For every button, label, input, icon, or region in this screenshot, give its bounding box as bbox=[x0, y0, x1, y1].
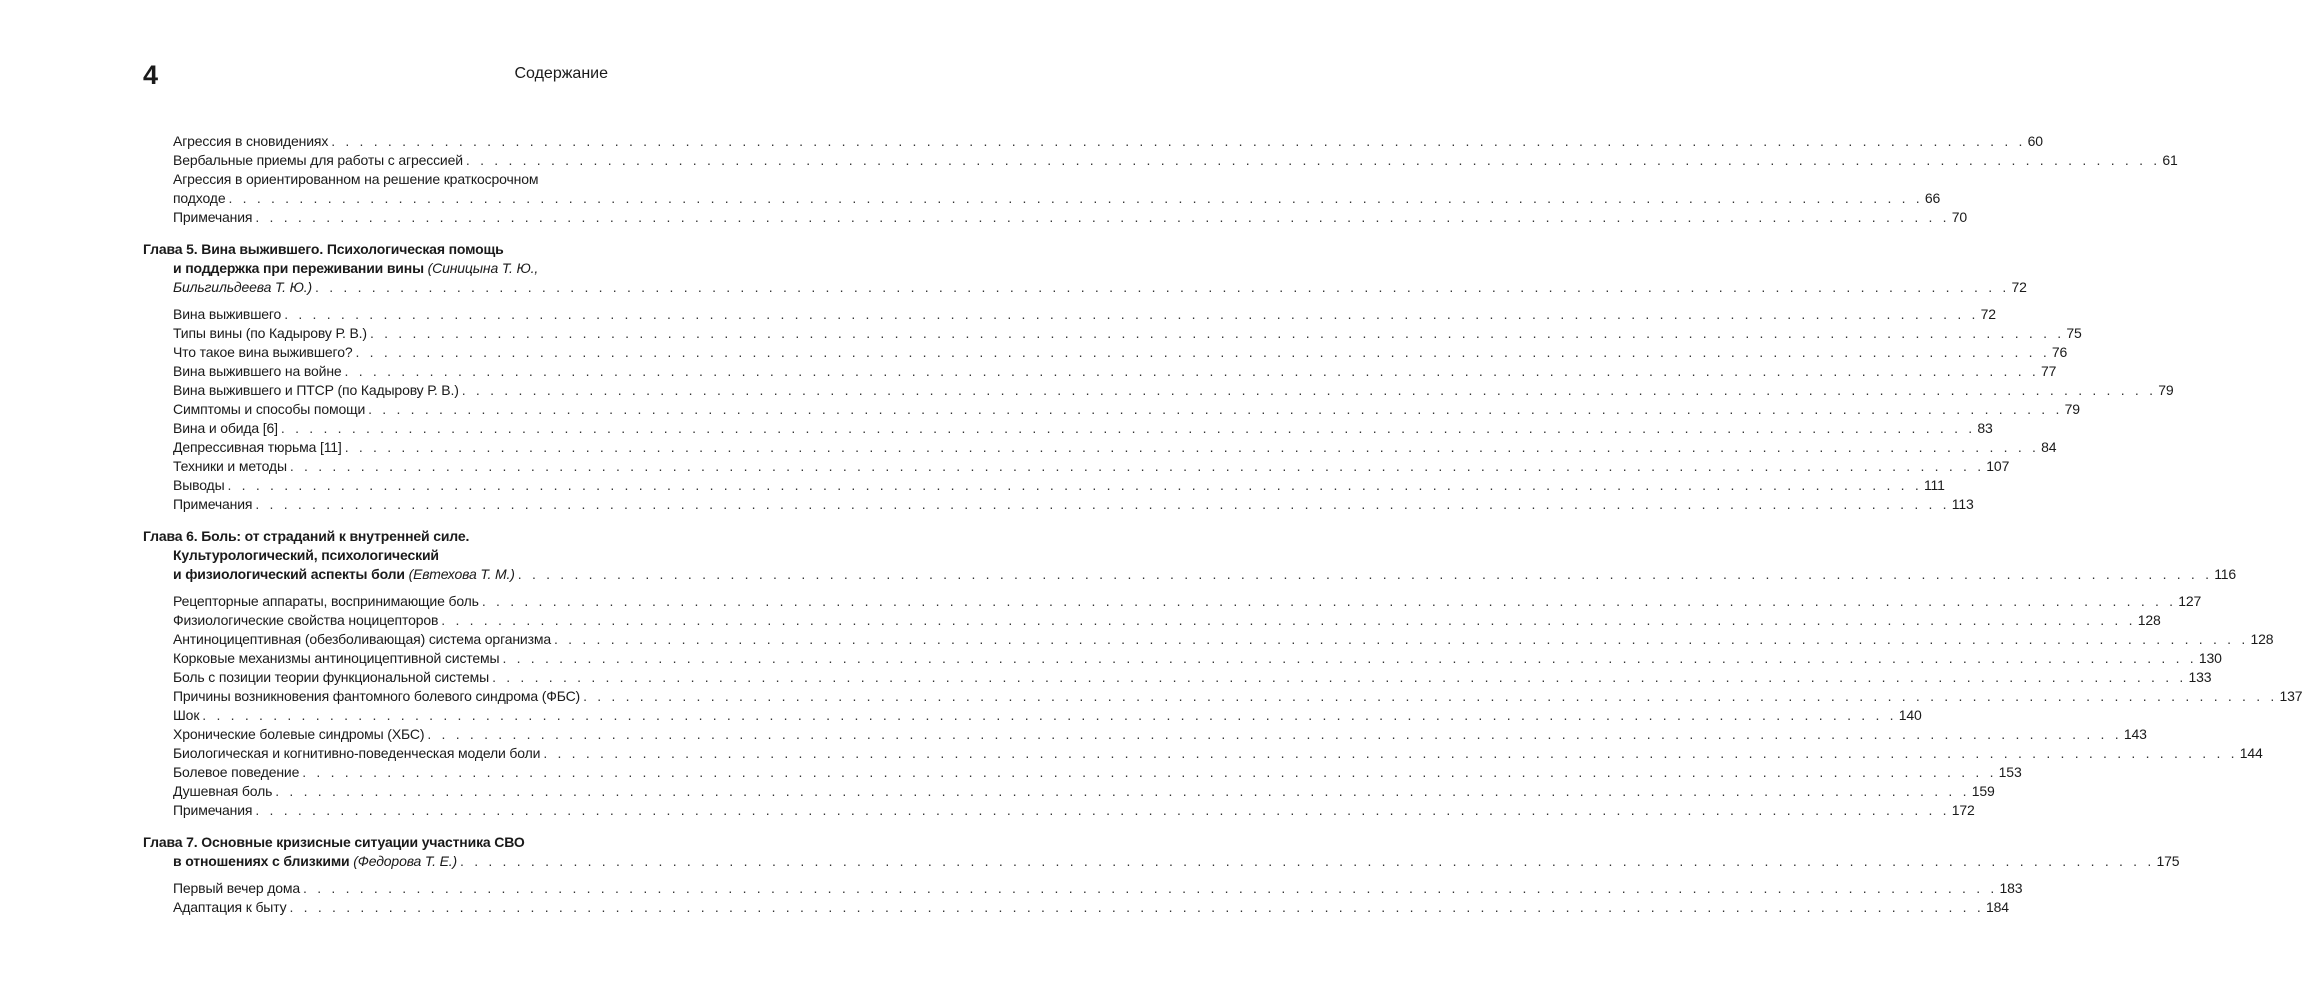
entry-title: Корковые механизмы антиноцицептивной системы bbox=[173, 650, 500, 666]
page-ref: 159 bbox=[1971, 783, 1995, 799]
toc-entry bbox=[143, 668, 2212, 687]
page-ref: 77 bbox=[2040, 363, 2057, 379]
page-ref: 107 bbox=[1986, 458, 2010, 474]
toc-line bbox=[143, 362, 2057, 381]
toc-entry bbox=[143, 649, 2222, 668]
dot-leader: . . . . . . . . . . . . . . . . . . . . . . . . . . . . . . . . . . . . . . . . . . . . . . . . . . . . . . . . . . . . . . . . . . . . . . . . . . . . . . . . . . . . . . . . . . . . . . . . . . . . . . . . . . . . . . . . . . . . . . . . bbox=[302, 764, 1997, 780]
running-head: Содержание bbox=[514, 65, 608, 82]
entry-title: Биологическая и когнитивно-поведенческая модели боли bbox=[173, 745, 541, 761]
page-ref: 66 bbox=[1924, 190, 1941, 206]
toc-line bbox=[143, 687, 2302, 706]
toc-entry bbox=[143, 495, 1974, 514]
chapter-title: и физиологический аспекты боли bbox=[173, 566, 409, 582]
dot-leader: . . . . . . . . . . . . . . . . . . . . . . . . . . . . . . . . . . . . . . . . . . . . . . . . . . . . . . . . . . . . . . . . . . . . . . . . . . . . . . . . . . . . . . . . . . . . . . . . . . . . . . . . . . . . . . . . . . . . . . . . bbox=[461, 382, 2157, 398]
page-ref: 70 bbox=[1951, 209, 1968, 225]
toc-entry bbox=[143, 898, 2009, 917]
entry-title: Боль с позиции теории функциональной системы bbox=[173, 669, 490, 685]
toc-line bbox=[143, 400, 2080, 419]
page-ref: 75 bbox=[2066, 325, 2082, 341]
page-ref: 79 bbox=[2064, 401, 2080, 417]
dot-leader: . . . . . . . . . . . . . . . . . . . . . . . . . . . . . . . . . . . . . . . . . . . . . . . . . . . . . . . . . . . . . . . . . . . . . . . . . . . . . . . . . . . . . . . . . . . . . . . . . . . . . . . . . . . . . . . . . . . . . . . . bbox=[289, 458, 1985, 474]
page-ref: 83 bbox=[1977, 420, 1993, 436]
chapter-title-line bbox=[173, 565, 515, 584]
toc-line bbox=[143, 381, 2174, 400]
dot-leader: . . . . . . . . . . . . . . . . . . . . . . . . . . . . . . . . . . . . . . . . . . . . . . . . . . . . . . . . . . . . . . . . . . . . . . . . . . . . . . . . . . . . . . . . . . . . . . . . . . . . . . . . . . . . . . . . . . . . . . . . bbox=[331, 133, 2026, 149]
entry-title: Депрессивная тюрьма [11] bbox=[173, 439, 342, 455]
chapter-author: (Синицына Т. Ю., bbox=[427, 260, 539, 276]
chapter-heading bbox=[143, 833, 2180, 871]
toc-entries bbox=[143, 592, 2302, 820]
toc-line bbox=[143, 668, 2212, 687]
page-ref: 143 bbox=[2123, 726, 2147, 742]
toc-section bbox=[143, 240, 2174, 514]
chapter-title-line bbox=[173, 852, 457, 871]
entry-title: Адаптация к быту bbox=[173, 899, 287, 915]
entry-title: Выводы bbox=[173, 477, 225, 493]
page-ref: 128 bbox=[2250, 631, 2274, 647]
page-ref: 153 bbox=[1998, 764, 2022, 780]
chapter-author: (Евтехова Т. М.) bbox=[408, 566, 515, 582]
dot-leader: . . . . . . . . . . . . . . . . . . . . . . . . . . . . . . . . . . . . . . . . . . . . . . . . . . . . . . . . . . . . . . . . . . . . . . . . . . . . . . . . . . . . . . . . . . . . . . . . . . . . . . . . . . . . . . . . . . . . . . . . bbox=[228, 190, 1923, 206]
toc-entries bbox=[143, 879, 2023, 917]
toc-entry bbox=[143, 782, 1995, 801]
toc-line bbox=[143, 611, 2161, 630]
dot-leader: . . . . . . . . . . . . . . . . . . . . . . . . . . . . . . . . . . . . . . . . . . . . . . . . . . . . . . . . . . . . . . . . . . . . . . . . . . . . . . . . . . . . . . . . . . . . . . . . . . . . . . . . . . . . . . . . . . . . . . . . bbox=[583, 688, 2278, 704]
chapter-title: Глава 5. Вина выжившего. Психологическая помощь bbox=[143, 241, 504, 257]
toc-line bbox=[143, 324, 2082, 343]
toc-entry bbox=[143, 305, 1996, 324]
page-ref: 61 bbox=[2162, 152, 2178, 168]
entry-title: Шок bbox=[173, 707, 200, 723]
toc-entry bbox=[143, 744, 2263, 763]
toc-line bbox=[143, 801, 1975, 820]
chapter-title-line bbox=[143, 240, 504, 259]
dot-leader: . . . . . . . . . . . . . . . . . . . . . . . . . . . . . . . . . . . . . . . . . . . . . . . . . . . . . . . . . . . . . . . . . . . . . . . . . . . . . . . . . . . . . . . . . . . . . . . . . . . . . . . . . . . . . . . . . . . . . . . . bbox=[460, 853, 2155, 869]
toc-line bbox=[143, 630, 2274, 649]
page-number: 4 bbox=[143, 60, 159, 90]
dot-leader: . . . . . . . . . . . . . . . . . . . . . . . . . . . . . . . . . . . . . . . . . . . . . . . . . . . . . . . . . . . . . . . . . . . . . . . . . . . . . . . . . . . . . . . . . . . . . . . . . . . . . . . . . . . . . . . . . . . . . . . . bbox=[517, 566, 2213, 582]
toc-line bbox=[143, 782, 1995, 801]
entry-title: Типы вины (по Кадырову Р. В.) bbox=[173, 325, 367, 341]
dot-leader: . . . . . . . . . . . . . . . . . . . . . . . . . . . . . . . . . . . . . . . . . . . . . . . . . . . . . . . . . . . . . . . . . . . . . . . . . . . . . . . . . . . . . . . . . . . . . . . . . . . . . . . . . . . . . . . . . . . . . . . . bbox=[502, 650, 2197, 666]
entry-title: Вербальные приемы для работы с агрессией bbox=[173, 152, 463, 168]
dot-leader: . . . . . . . . . . . . . . . . . . . . . . . . . . . . . . . . . . . . . . . . . . . . . . . . . . . . . . . . . . . . . . . . . . . . . . . . . . . . . . . . . . . . . . . . . . . . . . . . . . . . . . . . . . . . . . . . . . . . . . . . bbox=[344, 439, 2040, 455]
toc-line bbox=[143, 649, 2222, 668]
toc-line bbox=[143, 132, 2043, 151]
toc-line bbox=[143, 565, 2237, 584]
toc-entry bbox=[143, 706, 1922, 725]
toc-entry bbox=[143, 151, 2178, 170]
toc-entry bbox=[143, 879, 2023, 898]
chapter-author: Бильгильдеева Т. Ю.) bbox=[173, 279, 313, 295]
toc-section bbox=[143, 833, 2180, 917]
chapter-title: Глава 7. Основные кризисные ситуации участника СВО bbox=[143, 834, 525, 850]
toc-entry bbox=[143, 362, 2057, 381]
toc-entry bbox=[143, 381, 2174, 400]
page-ref: 72 bbox=[2011, 279, 2027, 295]
toc-line bbox=[143, 240, 608, 259]
dot-leader: . . . . . . . . . . . . . . . . . . . . . . . . . . . . . . . . . . . . . . . . . . . . . . . . . . . . . . . . . . . . . . . . . . . . . . . . . . . . . . . . . . . . . . . . . . . . . . . . . . . . . . . . . . . . . . . . . . . . . . . . bbox=[289, 899, 1984, 915]
table-of-contents bbox=[143, 132, 2302, 930]
dot-leader: . . . . . . . . . . . . . . . . . . . . . . . . . . . . . . . . . . . . . . . . . . . . . . . . . . . . . . . . . . . . . . . . . . . . . . . . . . . . . . . . . . . . . . . . . . . . . . . . . . . . . . . . . . . . . . . . . . . . . . . . bbox=[275, 783, 1970, 799]
toc-entry bbox=[143, 592, 2202, 611]
dot-leader: . . . . . . . . . . . . . . . . . . . . . . . . . . . . . . . . . . . . . . . . . . . . . . . . . . . . . . . . . . . . . . . . . . . . . . . . . . . . . . . . . . . . . . . . . . . . . . . . . . . . . . . . . . . . . . . . . . . . . . . . bbox=[227, 477, 1922, 493]
page-ref: 79 bbox=[2158, 382, 2174, 398]
entry-title: Вина выжившего на войне bbox=[173, 363, 342, 379]
page-ref: 127 bbox=[2178, 593, 2202, 609]
dot-leader: . . . . . . . . . . . . . . . . . . . . . . . . . . . . . . . . . . . . . . . . . . . . . . . . . . . . . . . . . . . . . . . . . . . . . . . . . . . . . . . . . . . . . . . . . . . . . . . . . . . . . . . . . . . . . . . . . . . . . . . . bbox=[255, 496, 1950, 512]
chapter-title: и поддержка при переживании вины bbox=[173, 260, 428, 276]
dot-leader: . . . . . . . . . . . . . . . . . . . . . . . . . . . . . . . . . . . . . . . . . . . . . . . . . . . . . . . . . . . . . . . . . . . . . . . . . . . . . . . . . . . . . . . . . . . . . . . . . . . . . . . . . . . . . . . . . . . . . . . . bbox=[543, 745, 2238, 761]
entry-title: Техники и методы bbox=[173, 458, 287, 474]
dot-leader: . . . . . . . . . . . . . . . . . . . . . . . . . . . . . . . . . . . . . . . . . . . . . . . . . . . . . . . . . . . . . . . . . . . . . . . . . . . . . . . . . . . . . . . . . . . . . . . . . . . . . . . . . . . . . . . . . . . . . . . . bbox=[280, 420, 1976, 436]
dot-leader: . . . . . . . . . . . . . . . . . . . . . . . . . . . . . . . . . . . . . . . . . . . . . . . . . . . . . . . . . . . . . . . . . . . . . . . . . . . . . . . . . . . . . . . . . . . . . . . . . . . . . . . . . . . . . . . . . . . . . . . . bbox=[255, 802, 1950, 818]
page-ref: 184 bbox=[1985, 899, 2009, 915]
dot-leader: . . . . . . . . . . . . . . . . . . . . . . . . . . . . . . . . . . . . . . . . . . . . . . . . . . . . . . . . . . . . . . . . . . . . . . . . . . . . . . . . . . . . . . . . . . . . . . . . . . . . . . . . . . . . . . . . . . . . . . . . bbox=[255, 209, 1950, 225]
toc-entry bbox=[143, 170, 1941, 208]
toc-line bbox=[143, 170, 608, 189]
toc-line bbox=[143, 527, 608, 546]
entry-title: Агрессия в сновидениях bbox=[173, 133, 329, 149]
dot-leader: . . . . . . . . . . . . . . . . . . . . . . . . . . . . . . . . . . . . . . . . . . . . . . . . . . . . . . . . . . . . . . . . . . . . . . . . . . . . . . . . . . . . . . . . . . . . . . . . . . . . . . . . . . . . . . . . . . . . . . . . bbox=[481, 593, 2177, 609]
toc-entry bbox=[143, 611, 2161, 630]
toc-line bbox=[143, 852, 2180, 871]
page-ref: 113 bbox=[1951, 496, 1974, 512]
page-ref: 60 bbox=[2027, 133, 2043, 149]
entry-title: Примечания bbox=[173, 496, 253, 512]
dot-leader: . . . . . . . . . . . . . . . . . . . . . . . . . . . . . . . . . . . . . . . . . . . . . . . . . . . . . . . . . . . . . . . . . . . . . . . . . . . . . . . . . . . . . . . . . . . . . . . . . . . . . . . . . . . . . . . . . . . . . . . . bbox=[355, 344, 2050, 360]
toc-line bbox=[143, 592, 2202, 611]
toc-line bbox=[143, 898, 2009, 917]
toc-section bbox=[143, 132, 2178, 227]
toc-line bbox=[143, 706, 1922, 725]
toc-line bbox=[143, 189, 1941, 208]
dot-leader: . . . . . . . . . . . . . . . . . . . . . . . . . . . . . . . . . . . . . . . . . . . . . . . . . . . . . . . . . . . . . . . . . . . . . . . . . . . . . . . . . . . . . . . . . . . . . . . . . . . . . . . . . . . . . . . . . . . . . . . . bbox=[427, 726, 2122, 742]
dot-leader: . . . . . . . . . . . . . . . . . . . . . . . . . . . . . . . . . . . . . . . . . . . . . . . . . . . . . . . . . . . . . . . . . . . . . . . . . . . . . . . . . . . . . . . . . . . . . . . . . . . . . . . . . . . . . . . . . . . . . . . . bbox=[369, 325, 2065, 341]
page-ref: 76 bbox=[2051, 344, 2068, 360]
toc-section bbox=[143, 527, 2302, 820]
entry-title: Причины возникновения фантомного болевого синдрома (ФБС) bbox=[173, 688, 581, 704]
chapter-heading bbox=[143, 527, 2237, 584]
entry-title: Примечания bbox=[173, 802, 253, 818]
entry-title: Антиноцицептивная (обезболивающая) система организма bbox=[173, 631, 551, 647]
entry-title: Вина выжившего и ПТСР (по Кадырову Р. В.) bbox=[173, 382, 459, 398]
page-ref: 133 bbox=[2188, 669, 2212, 685]
page-ref: 72 bbox=[1980, 306, 1996, 322]
toc-entry bbox=[143, 457, 2010, 476]
entry-title: Хронические болевые синдромы (ХБС) bbox=[173, 726, 425, 742]
toc-line bbox=[143, 879, 2023, 898]
page-ref: 140 bbox=[1898, 707, 1922, 723]
toc-entry bbox=[143, 438, 2057, 457]
toc-line bbox=[143, 476, 1945, 495]
chapter-title-line bbox=[173, 259, 538, 278]
dot-leader: . . . . . . . . . . . . . . . . . . . . . . . . . . . . . . . . . . . . . . . . . . . . . . . . . . . . . . . . . . . . . . . . . . . . . . . . . . . . . . . . . . . . . . . . . . . . . . . . . . . . . . . . . . . . . . . . . . . . . . . . bbox=[368, 401, 2063, 417]
chapter-heading bbox=[143, 240, 2027, 297]
dot-leader: . . . . . . . . . . . . . . . . . . . . . . . . . . . . . . . . . . . . . . . . . . . . . . . . . . . . . . . . . . . . . . . . . . . . . . . . . . . . . . . . . . . . . . . . . . . . . . . . . . . . . . . . . . . . . . . . . . . . . . . . bbox=[315, 279, 2010, 295]
toc-line bbox=[143, 833, 608, 852]
entry-title: Примечания bbox=[173, 209, 253, 225]
dot-leader: . . . . . . . . . . . . . . . . . . . . . . . . . . . . . . . . . . . . . . . . . . . . . . . . . . . . . . . . . . . . . . . . . . . . . . . . . . . . . . . . . . . . . . . . . . . . . . . . . . . . . . . . . . . . . . . . . . . . . . . . bbox=[202, 707, 1897, 723]
entry-title: подходе bbox=[173, 190, 226, 206]
toc-entry bbox=[143, 801, 1975, 820]
toc-line bbox=[143, 763, 2022, 782]
toc-line bbox=[143, 278, 2027, 297]
toc-entry bbox=[143, 208, 1968, 227]
entry-title: Душевная боль bbox=[173, 783, 273, 799]
dot-leader: . . . . . . . . . . . . . . . . . . . . . . . . . . . . . . . . . . . . . . . . . . . . . . . . . . . . . . . . . . . . . . . . . . . . . . . . . . . . . . . . . . . . . . . . . . . . . . . . . . . . . . . . . . . . . . . . . . . . . . . . bbox=[492, 669, 2187, 685]
toc-entry bbox=[143, 476, 1945, 495]
toc-line bbox=[143, 151, 2178, 170]
toc-line bbox=[143, 343, 2068, 362]
toc-line bbox=[143, 305, 1996, 324]
toc-entry bbox=[143, 400, 2080, 419]
toc-entry bbox=[143, 687, 2302, 706]
chapter-title-line bbox=[173, 278, 312, 297]
toc-entry bbox=[143, 725, 2147, 744]
dot-leader: . . . . . . . . . . . . . . . . . . . . . . . . . . . . . . . . . . . . . . . . . . . . . . . . . . . . . . . . . . . . . . . . . . . . . . . . . . . . . . . . . . . . . . . . . . . . . . . . . . . . . . . . . . . . . . . . . . . . . . . . bbox=[284, 306, 1979, 322]
entry-title: Симптомы и способы помощи bbox=[173, 401, 366, 417]
toc-entry bbox=[143, 132, 2043, 151]
entry-title: Рецепторные аппараты, воспринимающие боль bbox=[173, 593, 479, 609]
toc-entries bbox=[143, 305, 2174, 514]
page-ref: 137 bbox=[2279, 688, 2302, 704]
entry-title: Агрессия в ориентированном на решение краткосрочном bbox=[173, 171, 539, 187]
toc-line bbox=[143, 744, 2263, 763]
toc-line bbox=[143, 457, 2010, 476]
page-ref: 172 bbox=[1951, 802, 1975, 818]
dot-leader: . . . . . . . . . . . . . . . . . . . . . . . . . . . . . . . . . . . . . . . . . . . . . . . . . . . . . . . . . . . . . . . . . . . . . . . . . . . . . . . . . . . . . . . . . . . . . . . . . . . . . . . . . . . . . . . . . . . . . . . . bbox=[465, 152, 2161, 168]
chapter-title: в отношениях с близкими bbox=[173, 853, 354, 869]
toc-line bbox=[143, 419, 1993, 438]
page-ref: 175 bbox=[2156, 853, 2180, 869]
entry-title: Вина и обида [6] bbox=[173, 420, 278, 436]
dot-leader: . . . . . . . . . . . . . . . . . . . . . . . . . . . . . . . . . . . . . . . . . . . . . . . . . . . . . . . . . . . . . . . . . . . . . . . . . . . . . . . . . . . . . . . . . . . . . . . . . . . . . . . . . . . . . . . . . . . . . . . . bbox=[554, 631, 2249, 647]
toc-line bbox=[143, 259, 608, 278]
page-ref: 183 bbox=[1999, 880, 2023, 896]
chapter-title: Глава 6. Боль: от страданий к внутренней силе. bbox=[143, 528, 470, 544]
toc-line bbox=[143, 725, 2147, 744]
entry-title: Первый вечер дома bbox=[173, 880, 301, 896]
toc-entry bbox=[143, 419, 1993, 438]
toc-entry bbox=[143, 324, 2082, 343]
page-ref: 84 bbox=[2041, 439, 2057, 455]
dot-leader: . . . . . . . . . . . . . . . . . . . . . . . . . . . . . . . . . . . . . . . . . . . . . . . . . . . . . . . . . . . . . . . . . . . . . . . . . . . . . . . . . . . . . . . . . . . . . . . . . . . . . . . . . . . . . . . . . . . . . . . . bbox=[441, 612, 2136, 628]
toc-entry bbox=[143, 343, 2068, 362]
page-ref: 130 bbox=[2198, 650, 2222, 666]
dot-leader: . . . . . . . . . . . . . . . . . . . . . . . . . . . . . . . . . . . . . . . . . . . . . . . . . . . . . . . . . . . . . . . . . . . . . . . . . . . . . . . . . . . . . . . . . . . . . . . . . . . . . . . . . . . . . . . . . . . . . . . . bbox=[303, 880, 1998, 896]
toc-line bbox=[143, 208, 1968, 227]
toc-entries bbox=[143, 132, 2178, 227]
entry-title: Вина выжившего bbox=[173, 306, 282, 322]
toc-entry bbox=[143, 763, 2022, 782]
chapter-author: (Федорова Т. Е.) bbox=[353, 853, 458, 869]
page-ref: 144 bbox=[2239, 745, 2263, 761]
toc-line bbox=[143, 546, 608, 565]
toc-entry bbox=[143, 630, 2274, 649]
entry-title: Болевое поведение bbox=[173, 764, 300, 780]
chapter-title: Культурологический, психологический bbox=[173, 547, 439, 563]
entry-title: Что такое вина выжившего? bbox=[173, 344, 353, 360]
page-ref: 116 bbox=[2214, 566, 2237, 582]
toc-line bbox=[143, 438, 2057, 457]
entry-title: Физиологические свойства ноцицепторов bbox=[173, 612, 439, 628]
page-ref: 128 bbox=[2137, 612, 2161, 628]
dot-leader: . . . . . . . . . . . . . . . . . . . . . . . . . . . . . . . . . . . . . . . . . . . . . . . . . . . . . . . . . . . . . . . . . . . . . . . . . . . . . . . . . . . . . . . . . . . . . . . . . . . . . . . . . . . . . . . . . . . . . . . . bbox=[344, 363, 2039, 379]
page-ref: 111 bbox=[1923, 477, 1945, 493]
toc-line bbox=[143, 495, 1974, 514]
